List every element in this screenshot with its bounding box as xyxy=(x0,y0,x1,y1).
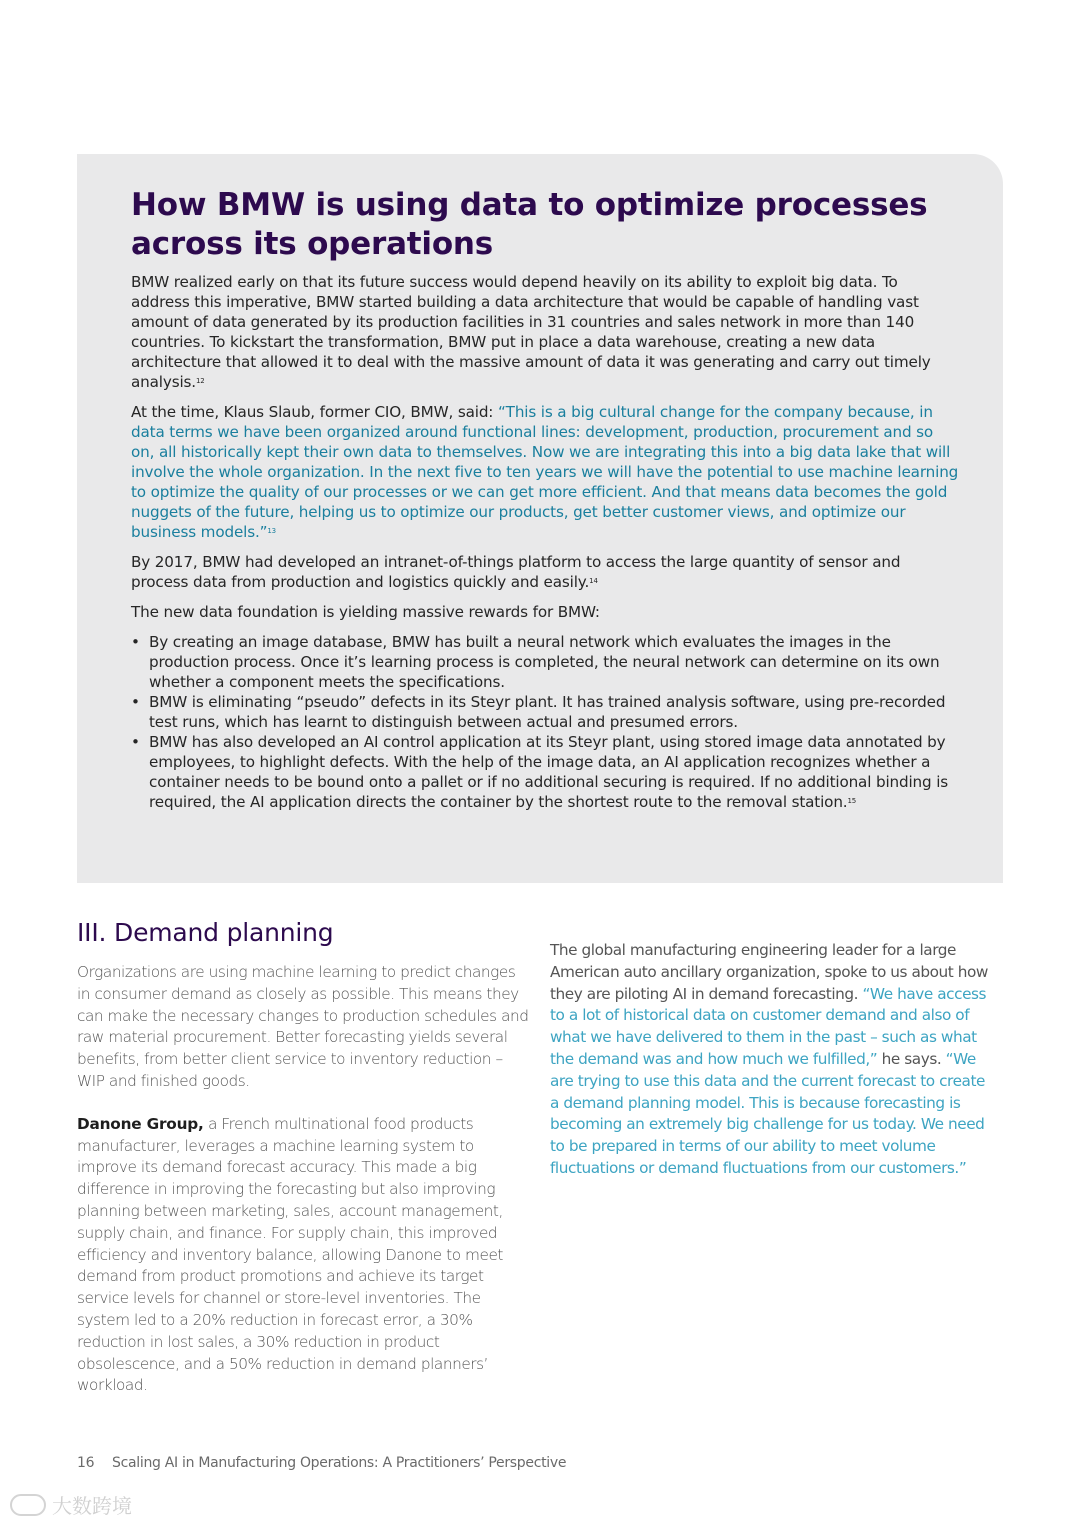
document-title: Scaling AI in Manufacturing Operations: A Practitioners’ Perspective xyxy=(112,1455,567,1471)
footnote-ref: 15 xyxy=(847,797,857,805)
watermark xyxy=(10,1490,132,1519)
rewards-list xyxy=(131,632,959,812)
auto-ancillary-paragraph: The global manufacturing engineering leader for a large American auto ancillary organization, spoke to us about how they are piloting AI in demand forecasting. “We have access to a lot of historical data on customer demand and also of what we have delivered to them in the past – such as what the demand was and how much we fulfilled,” he says. “We are trying to use this data and the current forecast to create a demand planning model. This is because forecasting is becoming an extremely big challenge for us today. We need to be prepared in terms of our ability to meet volume fluctuations or demand fluctuations from our customers.” xyxy=(550,941,988,1177)
case-paragraph-3: By 2017, BMW had developed an intranet-of-things platform to access the large quantity of sensor and process data from production and logistics quickly and easily.$^{14}$ xyxy=(131,553,901,591)
watermark-logo-icon xyxy=(10,1494,46,1516)
case-paragraph-2: At the time, Klaus Slaub, former CIO, BMW, said: “This is a big cultural change for the company because, in data terms we have been organized around functional lines: development, production, procurement and so on, all historically kept their own data to themselves. Now we are integrating this into a big data lake that will involve the whole organization. In the next five to ten years we will have the potential to use machine learning to optimize the quality of our processes or we can get more efficient. And that means data becomes the gold nuggets of the future, helping us to optimize our products, get better customer views, and optimize our business models.”$^{13}$ xyxy=(131,403,959,541)
danone-paragraph: Danone Group, a French multinational food products manufacturer, leverages a machine learning system to improve its demand forecast accuracy. This made a big difference in improving the forecasting but also improving planning between marketing, sales, account management, supply chain, and finance. For supply chain, this improved efficiency and inventory balance, allowing Danone to meet demand from product promotions and achieve its target service levels for channel or store-level inventories. The system led to a 20% reduction in forecast error, a 30% reduction in lost sales, a 30% reduction in product obsolescence, and a 50% reduction in demand planners’ workload. xyxy=(77,1114,503,1395)
page-footer xyxy=(77,1455,566,1471)
case-study-title: How BMW is using data to optimize processes across its operations xyxy=(131,187,928,262)
bullet-icon: • xyxy=(131,693,140,711)
left-column xyxy=(77,962,532,1418)
company-name: Danone Group, xyxy=(77,1114,204,1133)
leader-quote-2: “We are trying to use this data and the current forecast to create a demand planning model. This is because forecasting is becoming an extremely big challenge for us today. We need to be prepared in terms of our ability to meet volume fluctuations or demand fluctuations from our customers.” xyxy=(550,1049,985,1177)
case-paragraph-1: BMW realized early on that its future success would depend heavily on its ability to exploit big data. To address this imperative, BMW started building a data architecture that would be capable of handling vast amount of data generated by its production facilities in 31 countries and sales network in more than 140 countries. To kickstart the transformation, BMW put in place a data warehouse, creating a new data architecture that allowed it to deal with the massive amount of data it was generating and carry out timely analysis.$^{12}$ xyxy=(131,273,931,391)
footnote-ref: 13 xyxy=(267,527,276,535)
leader-quote-1: “We have access to a lot of historical data on customer demand and also of what we have delivered to them in the past – such as what the demand was and how much we fulfilled,” xyxy=(550,984,987,1068)
cio-quote: “This is a big cultural change for the company because, in data terms we have been organized around functional lines: development, production, procurement and so on, all historically kept their own data to themselves. Now we are integrating this into a big data lake that will involve the whole organization. In the next five to ten years we will have the potential to use machine learning to optimize the quality of our processes or we can get more efficient. And that means data becomes the gold nuggets of the future, helping us to optimize our products, get better customer views, and optimize our business models.” xyxy=(131,403,959,541)
case-paragraph-4: The new data foundation is yielding massive rewards for BMW: xyxy=(131,603,600,621)
right-column xyxy=(550,940,990,1180)
section-title: III. Demand planning xyxy=(77,918,334,947)
bullet-icon: • xyxy=(131,733,140,751)
footnote-ref: 14 xyxy=(589,577,598,585)
demand-intro-paragraph: Organizations are using machine learning to predict changes in consumer demand as closely as possible. This means they can make the necessary changes to production schedules and raw material procurement. Better forecasting yields several benefits, from better client service to inventory reduction – WIP and finished goods. xyxy=(77,963,529,1090)
watermark-text: 大数跨境 xyxy=(52,1494,132,1518)
page-number: 16 xyxy=(77,1455,95,1471)
list-item: • BMW is eliminating “pseudo” defects in its Steyr plant. It has trained analysis software, using pre-recorded test runs, which has learnt to distinguish between actual and presumed errors. xyxy=(131,693,946,731)
case-study-body xyxy=(131,272,959,812)
list-item: • By creating an image database, BMW has built a neural network which evaluates the images in the production process. Once it’s learning process is completed, the neural network can determine on its own whether a component meets the specifications. xyxy=(131,633,940,691)
footnote-ref: 12 xyxy=(195,377,205,385)
bullet-icon: • xyxy=(131,633,140,651)
list-item: • BMW has also developed an AI control application at its Steyr plant, using stored image data annotated by employees, to highlight defects. With the help of the image data, an AI application recognizes whether a container needs to be bound onto a pallet or if no additional securing is required. If no additional binding is required, the AI application directs the container by the shortest route to the removal station.$^{15}$ xyxy=(131,733,949,811)
